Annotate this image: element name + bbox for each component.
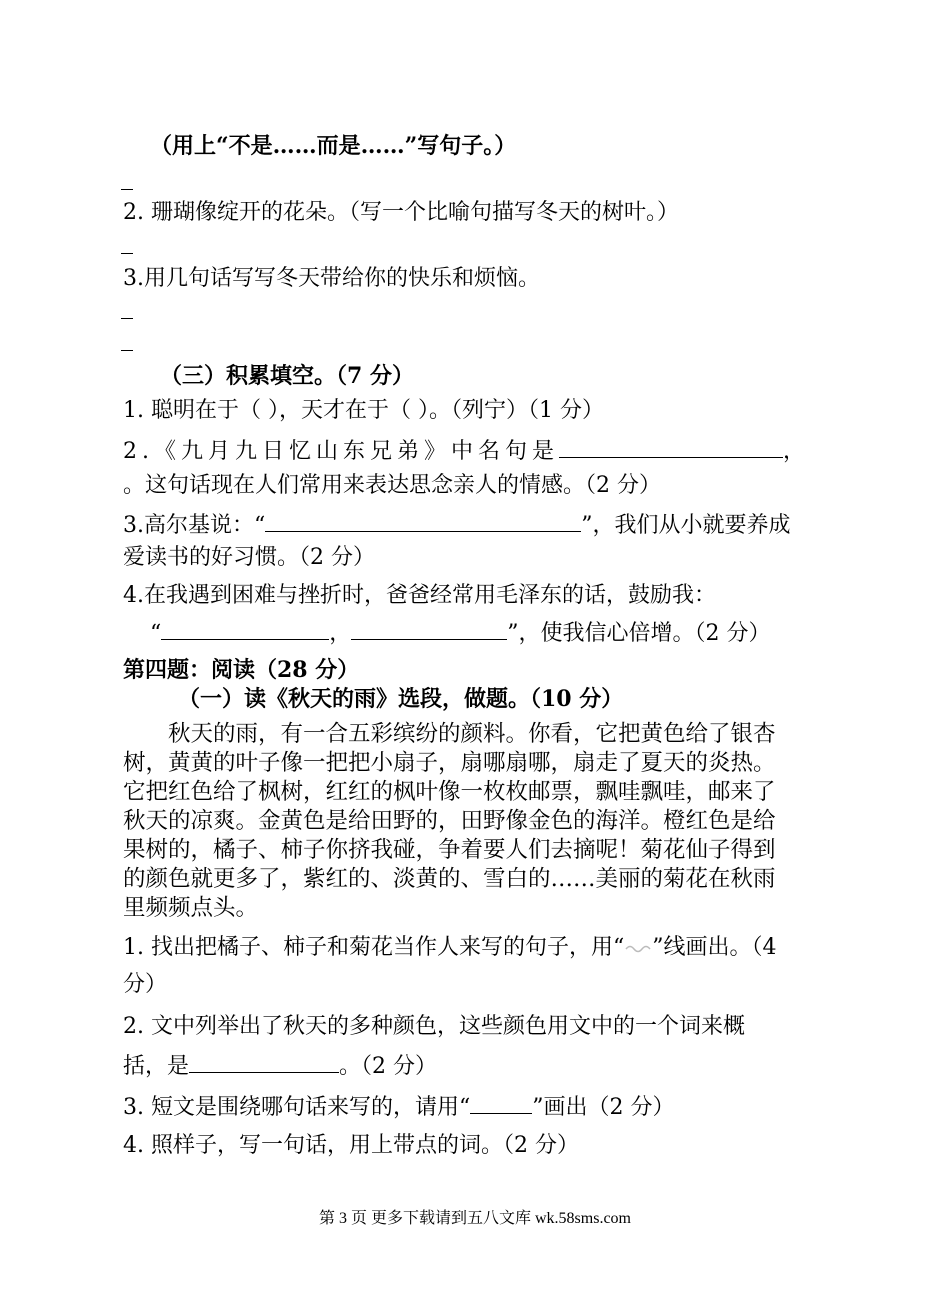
question-text: 。（2 分） xyxy=(339,1054,438,1079)
fill-question-1: 1. 聪明在于（ ），天才在于（ ）。（列宁）（1 分） xyxy=(123,398,604,423)
passage-line: 秋天的雨，有一合五彩缤纷的颜料。你看，它把黄色给了银杏 xyxy=(123,721,776,747)
passage-line: 果树的，橘子、柿子你挤我碰，争着要人们去摘呢！菊花仙子得到 xyxy=(123,837,776,863)
answer-blank[interactable] xyxy=(161,617,329,640)
question-text: 3.高尔基说：“ xyxy=(123,513,266,538)
question-3-line: 3.用几句话写写冬天带给你的快乐和烦恼。 xyxy=(123,266,540,291)
answer-dash xyxy=(121,253,133,254)
fill-question-4-cont xyxy=(150,617,771,649)
part-heading: 第四题：阅读（28 分） xyxy=(123,657,360,683)
reading-question-1 xyxy=(123,933,776,963)
instruction-line: （用上“不是……而是……”写句子。） xyxy=(150,133,517,159)
passage-line: 的颜色就更多了，紫红的、淡黄的、雪白的……美丽的菊花在秋雨 xyxy=(123,866,776,892)
fill-question-3 xyxy=(123,509,791,541)
reading-question-1-cont: 分） xyxy=(123,972,168,997)
answer-dash xyxy=(121,350,133,351)
reading-subheading: （一）读《秋天的雨》选段，做题。（10 分） xyxy=(178,686,624,712)
question-text: ， xyxy=(329,621,352,646)
reading-question-4: 4. 照样子，写一句话，用上带点的词。（2 分） xyxy=(123,1133,579,1158)
fill-question-3-cont: 爱读书的好习惯。（2 分） xyxy=(123,545,375,570)
answer-dash xyxy=(121,318,133,319)
question-2-line: 2. 珊瑚像绽开的花朵。（写一个比喻句描写冬天的树叶。） xyxy=(123,200,679,225)
fill-question-4: 4.在我遇到困难与挫折时，爸爸经常用毛泽东的话，鼓励我： xyxy=(123,583,716,608)
passage-line: 秋天的凉爽。金黄色是给田野的，田野像金色的海洋。橙红色是给 xyxy=(123,808,776,834)
passage-line: 它把红色给了枫树，红红的枫叶像一枚枚邮票，飘哇飘哇，邮来了 xyxy=(123,779,776,805)
question-text: “ xyxy=(150,621,162,646)
answer-blank[interactable] xyxy=(559,435,783,458)
question-text: ”，使我信心倍增。（2 分） xyxy=(507,621,771,646)
question-text: ”画出（2 分） xyxy=(532,1095,675,1120)
section-heading: （三）积累填空。（7 分） xyxy=(160,363,414,389)
reading-question-2: 2. 文中列举出了秋天的多种颜色，这些颜色用文中的一个词来概 xyxy=(123,1014,745,1039)
reading-passage xyxy=(123,720,835,923)
passage-line: 树，黄黄的叶子像一把把小扇子，扇哪扇哪，扇走了夏天的炎热。 xyxy=(123,750,776,776)
fill-question-2 xyxy=(123,435,805,467)
answer-blank[interactable] xyxy=(189,1050,339,1073)
question-text: 括，是 xyxy=(123,1054,190,1079)
question-text: ”，我们从小就要养成 xyxy=(581,513,791,538)
reading-question-2-cont xyxy=(123,1050,437,1082)
question-text: 2.《九月九日忆山东兄弟》中名句是 xyxy=(123,439,559,464)
passage-line: 里频频点头。 xyxy=(123,895,259,921)
question-text: ”线画出。（4 xyxy=(652,935,777,960)
page-footer: 第 3 页 更多下载请到五八文库 wk.58sms.com xyxy=(318,1210,631,1227)
answer-blank[interactable] xyxy=(265,509,581,532)
question-text: 1. 找出把橘子、柿子和菊花当作人来写的句子，用“ xyxy=(123,935,625,960)
answer-blank[interactable] xyxy=(351,617,507,640)
question-text: ， xyxy=(783,439,806,464)
reading-question-3 xyxy=(123,1091,674,1123)
answer-dash xyxy=(121,189,133,190)
fill-question-2-cont: 。这句话现在人们常用来表达思念亲人的情感。（2 分） xyxy=(123,473,661,498)
wavy-line-icon xyxy=(624,943,652,953)
question-text: 3. 短文是围绕哪句话来写的，请用“ xyxy=(123,1095,471,1120)
answer-blank[interactable] xyxy=(470,1091,532,1114)
